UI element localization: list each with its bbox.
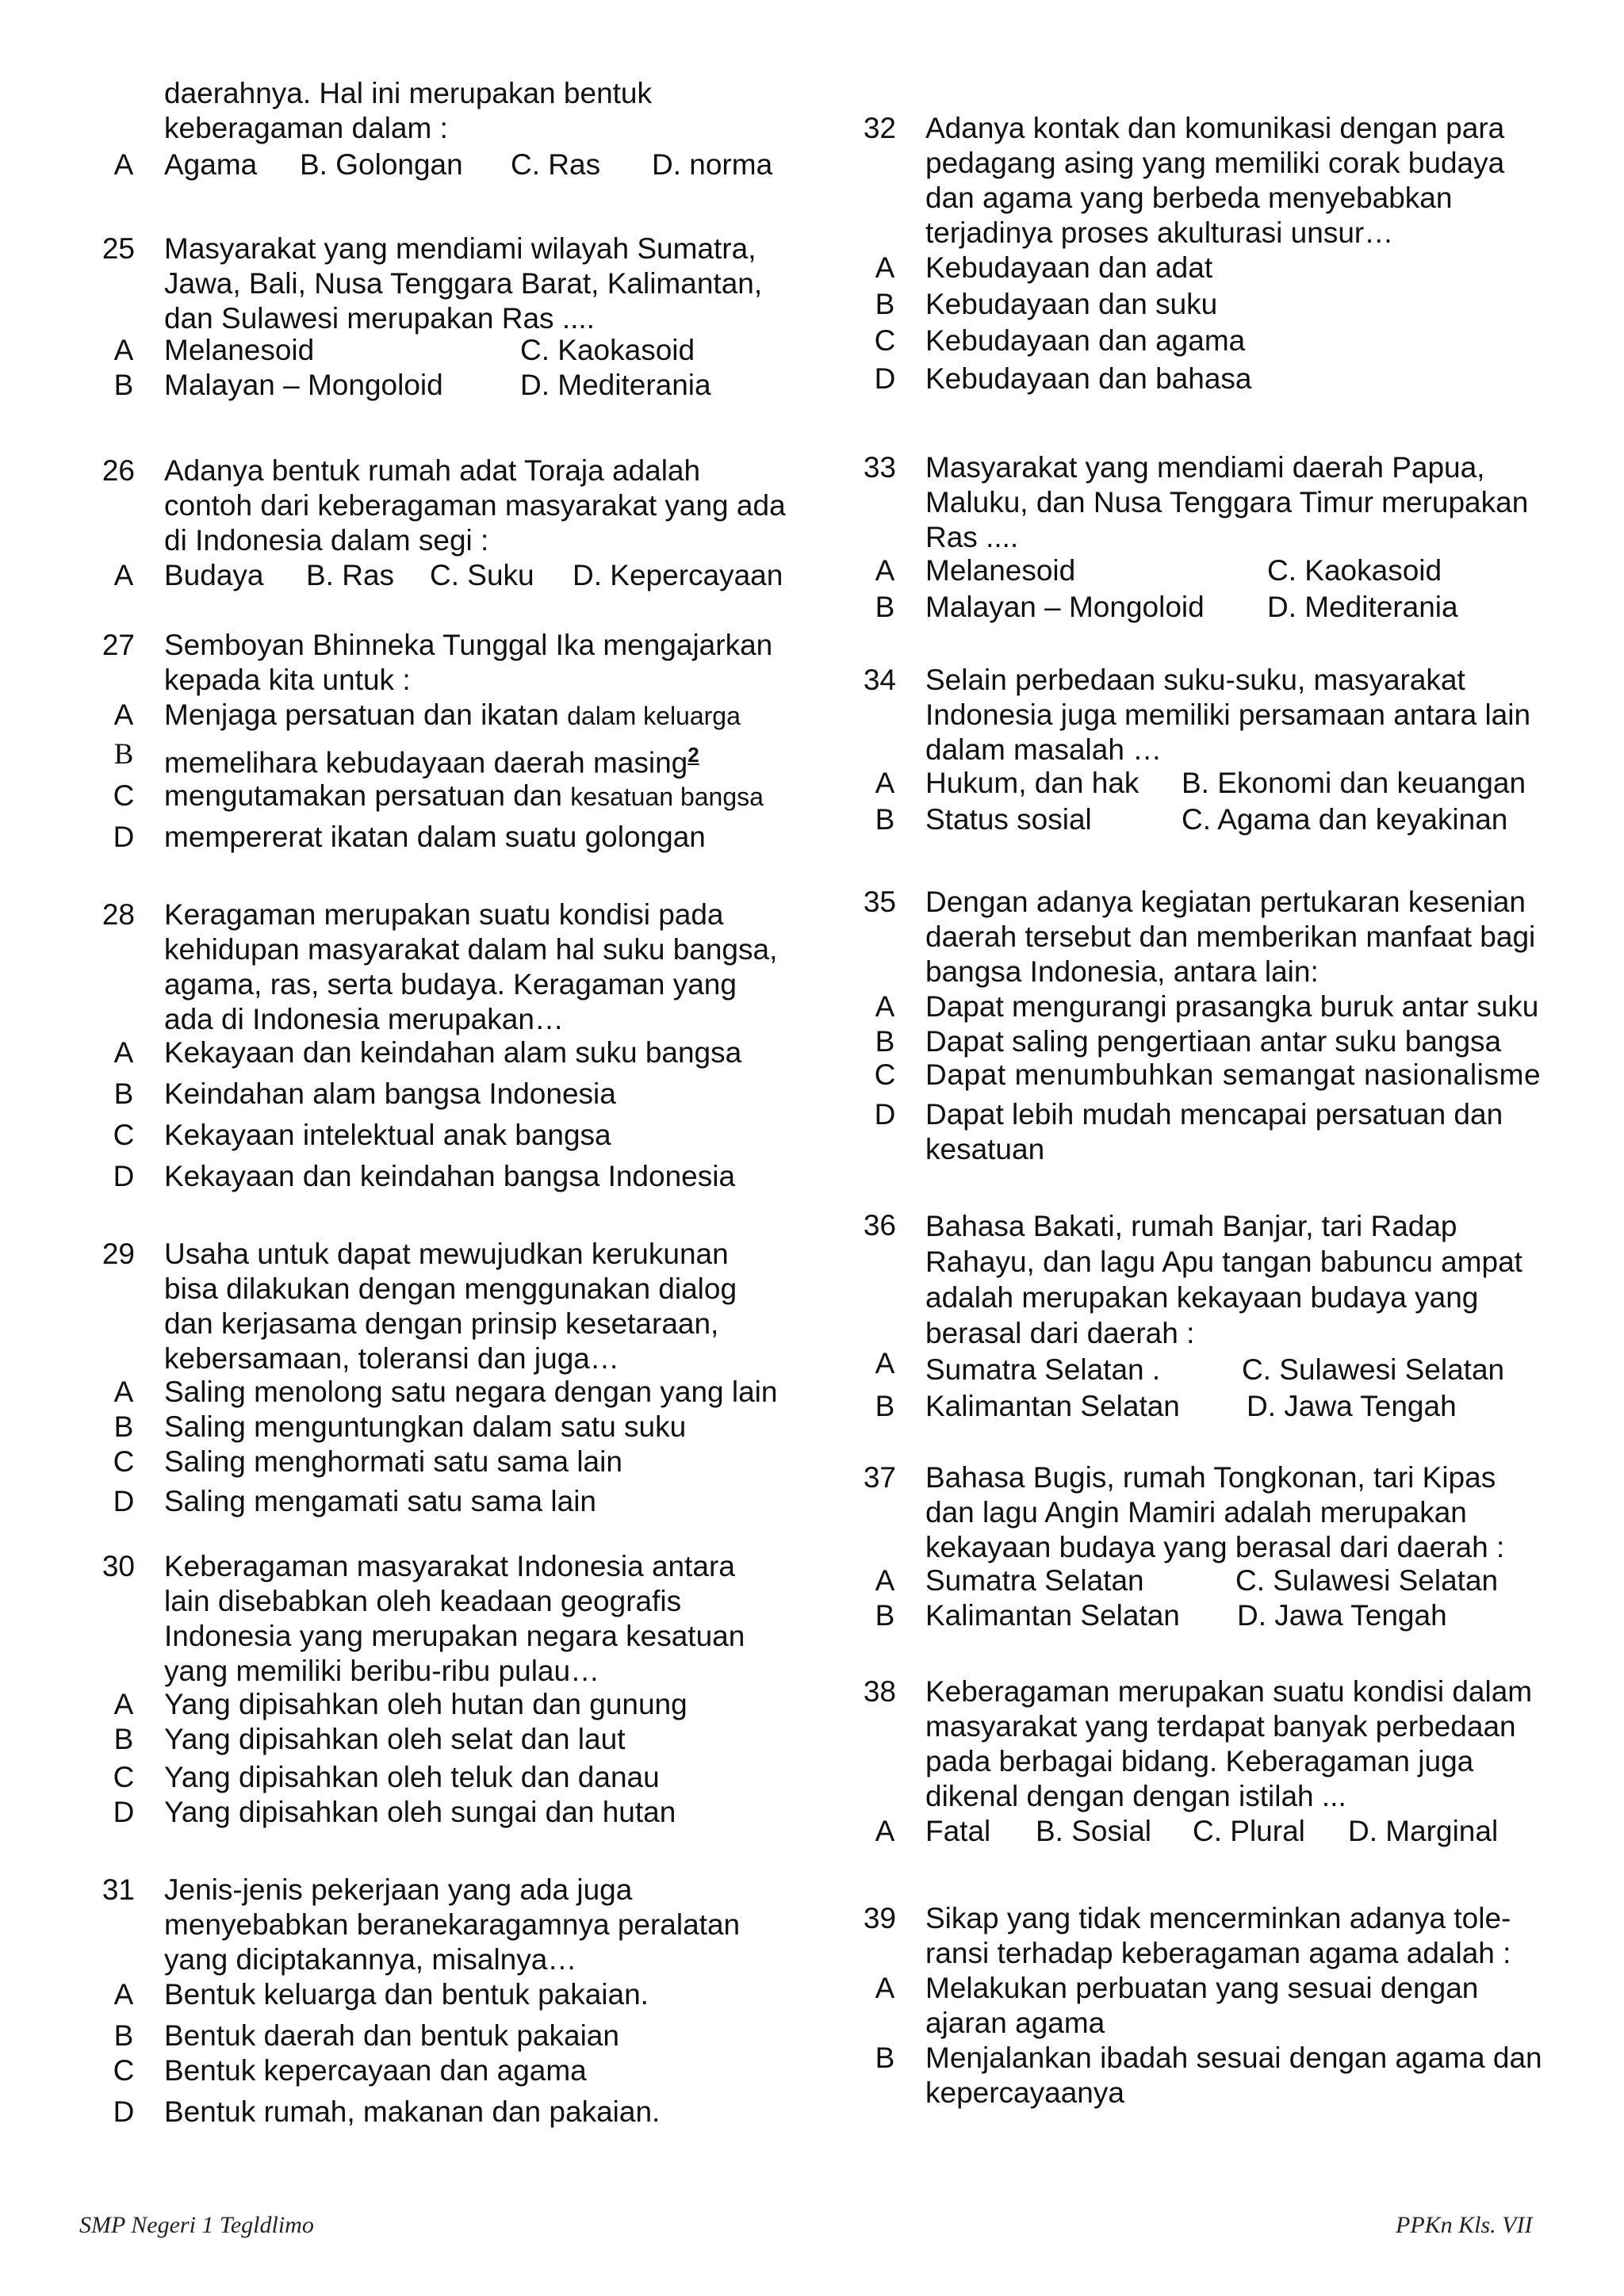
option-label: D [113, 1485, 135, 1517]
option-label: B [113, 1077, 134, 1110]
option-a: Budaya [164, 559, 264, 591]
option-b: B. Golongan [300, 148, 463, 181]
question-number: 26 [102, 454, 135, 487]
question-24-options [87, 147, 801, 182]
option-label: B [875, 1390, 895, 1422]
option-label: C [113, 1119, 135, 1151]
option-a: Melanesoid [164, 334, 315, 366]
option-text: Kekayaan intelektual anak bangsa [164, 1119, 611, 1151]
question-31-option-a [87, 1977, 801, 2012]
question-number: 33 [863, 451, 896, 484]
option-text: Kebudayaan dan agama [925, 324, 1246, 357]
question-31-option-c [87, 2053, 801, 2088]
option-label: A [113, 1688, 134, 1720]
option-label: C [113, 1761, 135, 1793]
question-text: Keberagaman merupakan suatu kondisi dalam masyarakat yang terdapat banyak perbedaan pada berbagai bidang. Keberagaman juga dikenal dengan dengan istilah ... [925, 1675, 1533, 1812]
option-label: B [875, 1599, 895, 1632]
option-a: Fatal [925, 1815, 991, 1847]
question-35-option-c [848, 1058, 1562, 1093]
option-label: D [113, 1796, 135, 1828]
option-label: B [875, 288, 895, 320]
option-d: D. Marginal [1348, 1815, 1499, 1847]
option-label: A [113, 559, 134, 591]
option-label: A [113, 1376, 134, 1408]
question-number: 38 [863, 1675, 896, 1708]
option-text: Kebudayaan dan bahasa [925, 362, 1252, 395]
option-text: Kebudayaan dan suku [925, 288, 1218, 320]
option-label: A [875, 1972, 895, 2004]
question-text: Jenis-jenis pekerjaan yang ada juga menyebabkan beranekaragamnya peralatan yang diciptakannya, misalnya… [164, 1873, 741, 1976]
question-29-option-a [87, 1375, 801, 1410]
option-label: A [875, 1815, 895, 1847]
question-number: 27 [102, 629, 135, 661]
question-number: 25 [102, 232, 135, 265]
question-text: Adanya kontak dan komunikasi dengan para pedagang asing yang memiliki corak budaya dan agama yang berbeda menyebabkan terjadinya proses akulturasi unsur… [925, 112, 1505, 249]
question-28-option-b [87, 1077, 801, 1112]
option-a: Hukum, dan hak [925, 767, 1139, 799]
option-text: Yang dipisahkan oleh selat dan laut [164, 1723, 626, 1755]
question-text: Bahasa Bugis, rumah Tongkonan, tari Kipas dan lagu Angin Mamiri adalah merupakan kekayaan budaya yang berasal dari daerah : [925, 1461, 1505, 1563]
option-text: Kekayaan dan keindahan alam suku bangsa [164, 1036, 742, 1069]
option-label: D [874, 1098, 896, 1131]
question-text: Keragaman merupakan suatu kondisi pada kehidupan masyarakat dalam hal suku bangsa, agama, ras, serta budaya. Keragaman yang ada di Indonesia merupakan… [164, 898, 778, 1035]
option-text: Saling menghormati satu sama lain [164, 1445, 622, 1478]
option-c: C. Sulawesi Selatan [1235, 1564, 1499, 1597]
question-27-option-c [87, 779, 801, 813]
question-33-option-row-1 [848, 553, 1562, 588]
option-label: A [113, 1978, 134, 2011]
option-text [164, 779, 764, 814]
question-29-option-c [87, 1445, 801, 1479]
question-30-option-d [87, 1795, 801, 1830]
option-text: Menjalankan ibadah sesuai dengan agama dan kepercayaanya [925, 2042, 1542, 2109]
question-number: 29 [102, 1238, 135, 1270]
option-b: Malayan – Mongoloid [164, 369, 443, 401]
option-d: D. Mediterania [520, 369, 711, 401]
option-text: Yang dipisahkan oleh hutan dan gunung [164, 1688, 688, 1720]
option-label: B [113, 1723, 134, 1755]
question-text: Semboyan Bhinneka Tunggal Ika mengajarkan kepada kita untuk : [164, 629, 773, 696]
option-label: C [113, 779, 135, 812]
question-27-option-d [87, 820, 801, 855]
option-text-main: Menjaga persatuan dan ikatan [164, 698, 559, 731]
question-text: Sikap yang tidak mencerminkan adanya tole- ransi terhadap keberagaman agama adalah : [925, 1902, 1511, 1969]
option-text: Bentuk keluarga dan bentuk pakaian. [164, 1978, 649, 2011]
question-33-option-row-2 [848, 590, 1562, 625]
option-text: Bentuk daerah dan bentuk pakaian [164, 2019, 619, 2052]
option-d: D. Kepercayaan [573, 559, 783, 591]
question-number: 32 [863, 112, 896, 144]
option-text-main: mengutamakan persatuan dan [164, 779, 562, 812]
question-32-option-d [848, 362, 1562, 396]
option-text: Saling menolong satu negara dengan yang lain [164, 1376, 778, 1408]
option-text: Kebudayaan dan adat [925, 251, 1213, 284]
option-d: D. norma [652, 148, 773, 181]
question-number: 39 [863, 1902, 896, 1934]
footer-school: SMP Negeri 1 Tegldlimo [79, 2212, 314, 2238]
option-text: Yang dipisahkan oleh sungai dan hutan [164, 1796, 676, 1828]
option-text-small: kesatuan bangsa [570, 783, 764, 811]
option-text: Keindahan alam bangsa Indonesia [164, 1077, 616, 1110]
option-text: mempererat ikatan dalam suatu golongan [164, 821, 706, 853]
question-number: 28 [102, 898, 135, 931]
option-text: Dapat menumbuhkan semangat nasionalisme [925, 1058, 1542, 1091]
question-number: 34 [863, 664, 896, 696]
option-text: Dapat saling pengertiaan antar suku bangsa [925, 1025, 1502, 1058]
option-text: Yang dipisahkan oleh teluk dan danau [164, 1761, 660, 1793]
option-text: Dapat lebih mudah mencapai persatuan dan kesatuan [925, 1098, 1503, 1165]
question-number: 37 [863, 1461, 896, 1494]
option-label: B [113, 2019, 134, 2052]
option-c: C. Plural [1193, 1815, 1305, 1847]
option-label: A [113, 1036, 134, 1069]
option-c: C. Suku [430, 559, 534, 591]
option-a: Sumatra Selatan . [925, 1353, 1161, 1386]
option-text [164, 698, 741, 733]
question-30-option-b [87, 1722, 801, 1757]
question-text: Masyarakat yang mendiami wilayah Sumatra, Jawa, Bali, Nusa Tenggara Barat, Kalimantan, dan Sulawesi merupakan Ras .... [164, 232, 763, 335]
option-text-small: dalam keluarga [567, 702, 741, 730]
option-text: Kekayaan dan keindahan bangsa Indonesia [164, 1160, 736, 1192]
question-28-option-c [87, 1118, 801, 1153]
question-36-option-row-2 [848, 1389, 1562, 1424]
question-35-option-a [848, 989, 1562, 1024]
option-d: D. Jawa Tengah [1237, 1599, 1447, 1632]
question-text: Bahasa Bakati, rumah Banjar, tari Radap Rahayu, dan lagu Apu tangan babuncu ampat adalah merupakan kekayaan budaya yang berasal dari daerah : [925, 1210, 1522, 1349]
option-text: Melakukan perbuatan yang sesuai dengan ajaran agama [925, 1972, 1479, 2039]
question-32-option-c [848, 323, 1562, 358]
option-c: C. Kaokasoid [1267, 554, 1442, 587]
option-label: C [113, 1445, 135, 1478]
question-number: 31 [102, 1873, 135, 1906]
option-label: D [113, 821, 135, 853]
question-31-option-b [87, 2019, 801, 2053]
question-35-option-b [848, 1024, 1562, 1059]
superscript-2: 2 [688, 743, 699, 767]
question-37-option-row-1 [848, 1563, 1562, 1598]
option-b: B. Ekonomi dan keuangan [1182, 767, 1526, 799]
option-label: B [113, 369, 134, 401]
option-label: A [113, 334, 134, 366]
question-34-option-row-1 [848, 766, 1562, 801]
option-b: Kalimantan Selatan [925, 1390, 1180, 1422]
option-status-sosial: Status sosial [925, 803, 1092, 836]
question-32-option-a [848, 251, 1562, 285]
question-text: Masyarakat yang mendiami daerah Papua, Maluku, dan Nusa Tenggara Timur merupakan Ras .... [925, 451, 1529, 553]
option-c: C. Kaokasoid [520, 334, 695, 366]
option-b: Kalimantan Selatan [925, 1599, 1180, 1632]
option-text: Saling mengamati satu sama lain [164, 1485, 597, 1517]
option-a: Agama [164, 148, 258, 181]
option-label: A [113, 148, 134, 181]
question-25-option-row-1 [87, 333, 801, 368]
question-27-option-b [87, 737, 801, 779]
question-32-option-b [848, 287, 1562, 322]
question-text: Dengan adanya kegiatan pertukaran kesenian daerah tersebut dan memberikan manfaat bagi bangsa Indonesia, antara lain: [925, 886, 1536, 988]
option-c: C. Agama dan keyakinan [1182, 803, 1508, 836]
option-label: D [113, 1160, 135, 1192]
option-label: C [874, 324, 896, 357]
option-label: A [875, 1347, 895, 1380]
option-label: A [875, 554, 895, 587]
option-label: C [874, 1058, 896, 1091]
footer-subject: PPKn Kls. VII [1396, 2212, 1533, 2238]
question-34-option-row-2 [848, 802, 1562, 837]
option-text [164, 737, 699, 780]
option-b: B. Ras [306, 559, 395, 591]
question-29-option-d [87, 1484, 801, 1519]
option-text: Saling menguntungkan dalam satu suku [164, 1410, 687, 1443]
option-text: Bentuk rumah, makanan dan pakaian. [164, 2095, 661, 2128]
option-b: Malayan – Mongoloid [925, 591, 1205, 623]
option-text-main: memelihara kebudayaan daerah masing [164, 746, 688, 779]
option-label: A [113, 698, 134, 731]
option-label: C [113, 2054, 135, 2087]
question-number: 30 [102, 1550, 135, 1582]
option-b: B. Sosial [1036, 1815, 1152, 1847]
question-text: Adanya bentuk rumah adat Toraja adalah contoh dari keberagaman masyarakat yang ada di Indonesia dalam segi : [164, 454, 786, 557]
question-31-option-d [87, 2095, 801, 2130]
question-28-option-d [87, 1159, 801, 1194]
question-25-option-row-2 [87, 368, 801, 403]
option-label: A [875, 1564, 895, 1597]
option-a: Sumatra Selatan [925, 1564, 1144, 1597]
question-29-option-b [87, 1410, 801, 1445]
option-d: D. Mediterania [1267, 591, 1458, 623]
option-label: B [113, 738, 134, 771]
question-37-option-row-2 [848, 1598, 1562, 1633]
option-a: Melanesoid [925, 554, 1076, 587]
question-30-option-a [87, 1687, 801, 1722]
option-text: Dapat mengurangi prasangka buruk antar suku [925, 990, 1539, 1023]
question-36-option-row-1 [848, 1347, 1562, 1387]
question-28-option-a [87, 1035, 801, 1070]
option-label: A [875, 767, 895, 799]
option-d: D. Jawa Tengah [1247, 1390, 1457, 1422]
question-26-options [87, 558, 801, 593]
option-label: A [875, 251, 895, 284]
option-c: C. Sulawesi Selatan [1242, 1353, 1505, 1386]
question-38-options [848, 1814, 1562, 1849]
option-text: Bentuk kepercayaan dan agama [164, 2054, 587, 2087]
option-c: C. Ras [511, 148, 601, 181]
option-label: B [875, 591, 895, 623]
question-text: Keberagaman masyarakat Indonesia antara lain disebabkan oleh keadaan geografis Indonesia yang merupakan negara kesatuan yang memiliki beribu-ribu pulau… [164, 1550, 745, 1687]
question-text: Selain perbedaan suku-suku, masyarakat Indonesia juga memiliki persamaan antara lain dalam masalah … [925, 664, 1531, 766]
question-number: 35 [863, 886, 896, 918]
question-text: Usaha untuk dapat mewujudkan kerukunan bisa dilakukan dengan menggunakan dialog dan kerjasama dengan prinsip kesetaraan, kebersamaan, toleransi dan juga… [164, 1238, 737, 1375]
option-label: B [875, 1025, 895, 1058]
option-label: D [113, 2095, 135, 2128]
question-30-option-c [87, 1760, 801, 1795]
option-label: B [875, 803, 895, 836]
option-label: B [113, 1410, 134, 1443]
question-number: 36 [863, 1209, 896, 1242]
option-label: B [875, 2042, 895, 2074]
question-text: daerahnya. Hal ini merupakan bentuk keberagaman dalam : [164, 77, 652, 144]
option-label: D [874, 362, 896, 395]
option-label: A [875, 990, 895, 1023]
question-27-option-a [87, 698, 801, 733]
